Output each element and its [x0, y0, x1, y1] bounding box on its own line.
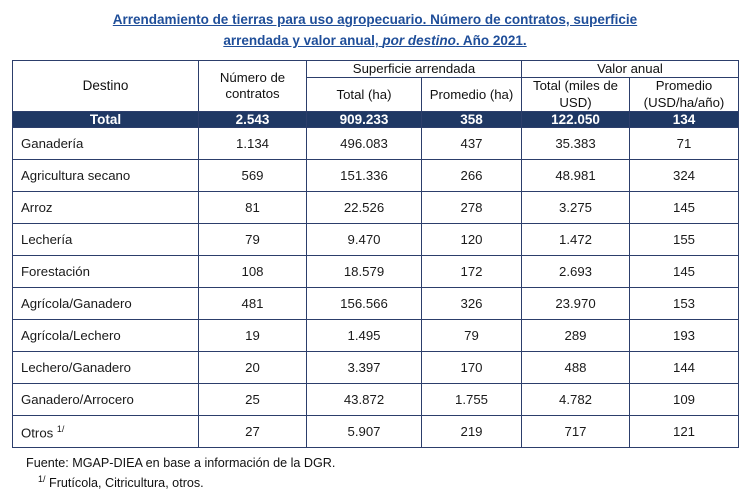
cell-destino-label: Agricultura secano	[21, 168, 131, 184]
cell-superficie-promedio: 172	[422, 256, 522, 288]
cell-valor-total: 289	[522, 320, 630, 352]
column-group-header-superficie-arrendada: Superficie arrendada	[307, 60, 522, 78]
table-row	[13, 384, 739, 416]
cell-valor-total: 1.472	[522, 224, 630, 256]
cell-superficie-promedio: 437	[422, 128, 522, 160]
column-header-superficie-total: Total (ha)	[307, 78, 422, 112]
cell-valor-total: 2.693	[522, 256, 630, 288]
cell-superficie-promedio: 219	[422, 416, 522, 448]
cell-destino-footnote-marker: 1/	[56, 423, 65, 434]
total-label: Total	[13, 112, 199, 128]
table-row	[13, 256, 739, 288]
cell-superficie-total: 496.083	[307, 128, 422, 160]
table-total-body	[13, 112, 739, 128]
total-superficie-promedio: 358	[422, 112, 522, 128]
total-valor-total: 122.050	[522, 112, 630, 128]
table-row-total	[13, 112, 739, 128]
cell-numero-contratos: 27	[199, 416, 307, 448]
title-line-2-part-b: . Año 2021.	[455, 32, 527, 48]
cell-numero-contratos: 79	[199, 224, 307, 256]
table-row	[13, 352, 739, 384]
table-row	[13, 224, 739, 256]
table-header	[13, 60, 739, 112]
cell-superficie-promedio: 278	[422, 192, 522, 224]
cell-valor-promedio: 324	[630, 160, 739, 192]
table-row	[13, 128, 739, 160]
table-row	[13, 416, 739, 448]
cell-superficie-total: 5.907	[307, 416, 422, 448]
cell-destino-label: Ganadería	[21, 136, 84, 152]
cell-valor-total: 48.981	[522, 160, 630, 192]
cell-valor-total: 3.275	[522, 192, 630, 224]
table-row	[13, 160, 739, 192]
cell-valor-promedio: 109	[630, 384, 739, 416]
cell-destino	[13, 352, 199, 384]
cell-superficie-total: 1.495	[307, 320, 422, 352]
page-title	[40, 10, 710, 52]
cell-destino	[13, 128, 199, 160]
cell-superficie-promedio: 266	[422, 160, 522, 192]
cell-destino	[13, 224, 199, 256]
column-header-superficie-promedio: Promedio (ha)	[422, 78, 522, 112]
cell-valor-total: 23.970	[522, 288, 630, 320]
cell-numero-contratos: 108	[199, 256, 307, 288]
column-header-valor-total: Total (miles de USD)	[522, 78, 630, 112]
cell-numero-contratos: 19	[199, 320, 307, 352]
cell-superficie-promedio: 170	[422, 352, 522, 384]
cell-destino	[13, 384, 199, 416]
cell-numero-contratos: 481	[199, 288, 307, 320]
table-body	[13, 128, 739, 448]
cell-superficie-total: 22.526	[307, 192, 422, 224]
cell-valor-promedio: 155	[630, 224, 739, 256]
title-line-2-part-a: arrendada y valor anual,	[223, 32, 383, 48]
cell-destino	[13, 416, 199, 448]
table-row	[13, 288, 739, 320]
cell-valor-total: 4.782	[522, 384, 630, 416]
cell-destino-label: Otros	[21, 425, 54, 441]
footnote-source: Fuente: MGAP-DIEA en base a información de la DGR.	[26, 456, 336, 471]
cell-superficie-total: 9.470	[307, 224, 422, 256]
column-header-numero-contratos: Número de contratos	[199, 60, 307, 112]
cell-superficie-total: 151.336	[307, 160, 422, 192]
cell-superficie-promedio: 79	[422, 320, 522, 352]
total-valor-promedio: 134	[630, 112, 739, 128]
cell-valor-promedio: 71	[630, 128, 739, 160]
cell-destino-label: Agrícola/Ganadero	[21, 296, 132, 312]
cell-destino-label: Forestación	[21, 264, 90, 280]
cell-superficie-promedio: 1.755	[422, 384, 522, 416]
footnote-note	[26, 473, 738, 492]
cell-destino-label: Ganadero/Arrocero	[21, 392, 134, 408]
cell-superficie-promedio: 326	[422, 288, 522, 320]
cell-superficie-promedio: 120	[422, 224, 522, 256]
title-line-1: Arrendamiento de tierras para uso agropecuario. Número de contratos, superficie	[112, 12, 638, 27]
cell-destino-label: Arroz	[21, 200, 53, 216]
cell-numero-contratos: 20	[199, 352, 307, 384]
cell-destino	[13, 320, 199, 352]
cell-valor-total: 488	[522, 352, 630, 384]
footnote-marker: 1/	[38, 473, 46, 484]
cell-superficie-total: 156.566	[307, 288, 422, 320]
cell-numero-contratos: 569	[199, 160, 307, 192]
cell-destino-label: Lechería	[21, 232, 73, 248]
footnotes	[12, 454, 738, 492]
cell-valor-promedio: 144	[630, 352, 739, 384]
total-contratos: 2.543	[199, 112, 307, 128]
cell-valor-promedio: 145	[630, 192, 739, 224]
cell-destino	[13, 288, 199, 320]
table-row	[13, 192, 739, 224]
cell-valor-total: 35.383	[522, 128, 630, 160]
data-table	[12, 60, 739, 449]
cell-superficie-total: 3.397	[307, 352, 422, 384]
footnote-text: Frutícola, Citricultura, otros.	[49, 475, 204, 490]
cell-valor-promedio: 121	[630, 416, 739, 448]
cell-destino	[13, 192, 199, 224]
table-header-row-1	[13, 60, 739, 78]
title-line-2-italic: por destino	[382, 32, 456, 48]
cell-destino-label: Lechero/Ganadero	[21, 360, 131, 376]
column-header-destino: Destino	[13, 60, 199, 112]
cell-valor-total: 717	[522, 416, 630, 448]
cell-valor-promedio: 193	[630, 320, 739, 352]
cell-destino	[13, 256, 199, 288]
table-row	[13, 320, 739, 352]
cell-numero-contratos: 81	[199, 192, 307, 224]
cell-numero-contratos: 1.134	[199, 128, 307, 160]
cell-destino-label: Agrícola/Lechero	[21, 328, 121, 344]
cell-destino	[13, 160, 199, 192]
column-header-valor-promedio: Promedio (USD/ha/año)	[630, 78, 739, 112]
cell-valor-promedio: 145	[630, 256, 739, 288]
cell-superficie-total: 18.579	[307, 256, 422, 288]
cell-numero-contratos: 25	[199, 384, 307, 416]
cell-valor-promedio: 153	[630, 288, 739, 320]
cell-superficie-total: 43.872	[307, 384, 422, 416]
column-group-header-valor-anual: Valor anual	[522, 60, 739, 78]
total-superficie-total: 909.233	[307, 112, 422, 128]
